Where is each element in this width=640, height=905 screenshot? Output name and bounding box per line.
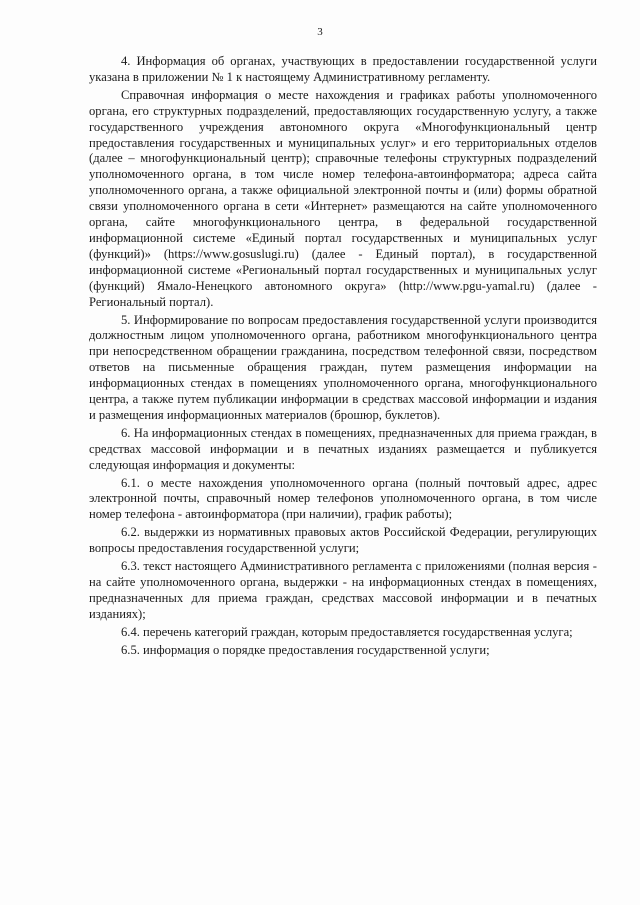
list-item-6-1: 6.1. о месте нахождения уполномоченного органа (полный почтовый адрес, адрес электронной почты, справочный номер телефонов уполномоченного органа, в том числе номер телефона - автоинформатора (при наличии), график работы);	[89, 475, 597, 522]
paragraph-reference-information: Справочная информация о месте нахождения и графиках работы уполномоченного органа, его структурных подразделений, предоставляющих государственную услугу, а также государственного учреждения автономного округа «Многофункциональный центр предоставления государственных и муниципальных услуг» и его территориальных отделов (далее – многофункциональный центр); справочные телефоны структурных подразделений уполномоченного органа, в том числе номер телефона-автоинформатора; адреса сайта уполномоченного органа, а также официальной электронной почты и (или) формы обратной связи уполномоченного органа в сети «Интернет» размещаются на сайте уполномоченного органа, сайте многофункционального центра, в федеральной государственной информационной системе «Единый портал государственных и муниципальных услуг (функций)» (https://www.gosuslugi.ru) (далее - Единый портал), в государственной информационной системе «Региональный портал государственных и муниципальных услуг (функций) Ямало-Ненецкого автономного округа» (http://www.pgu-yamal.ru) (далее - Региональный портал).	[89, 87, 597, 309]
paragraph-6-information-stands: 6. На информационных стендах в помещениях, предназначенных для приема граждан, в средствах массовой информации и в печатных изданиях размещается и публикуется следующая информация и документы:	[89, 425, 597, 472]
paragraph-4-participating-bodies: 4. Информация об органах, участвующих в предоставлении государственной услуги указана в приложении № 1 к настоящему Административному регламенту.	[89, 54, 597, 84]
list-item-6-5: 6.5. информация о порядке предоставления государственной услуги;	[121, 642, 490, 657]
document-body	[89, 54, 597, 661]
page-number: 3	[317, 26, 323, 38]
paragraph-5-informing: 5. Информирование по вопросам предоставления государственной услуги производится должностным лицом уполномоченного органа, работником многофункционального центра при непосредственном обращении гражданина, посредством телефонной связи, посредством ответов на письменные обращения граждан, путем размещения информации на информационных стендах в помещениях уполномоченного органа, многофункционального центра, а также путем публикации информации в средствах массовой информации и издания и размещения информационных материалов (брошюр, буклетов).	[89, 312, 597, 422]
list-item-6-4: 6.4. перечень категорий граждан, которым предоставляется государственная услуга;	[121, 624, 573, 639]
list-item-6-3: 6.3. текст настоящего Административного регламента с приложениями (полная версия - на сайте уполномоченного органа, выдержки - на информационных стендах в помещениях, предназначенных для приема граждан, средствах массовой информации и в печатных изданиях);	[89, 559, 597, 621]
list-item-6-2: 6.2. выдержки из нормативных правовых актов Российской Федерации, регулирующих вопросы предоставления государственной услуги;	[89, 525, 597, 556]
